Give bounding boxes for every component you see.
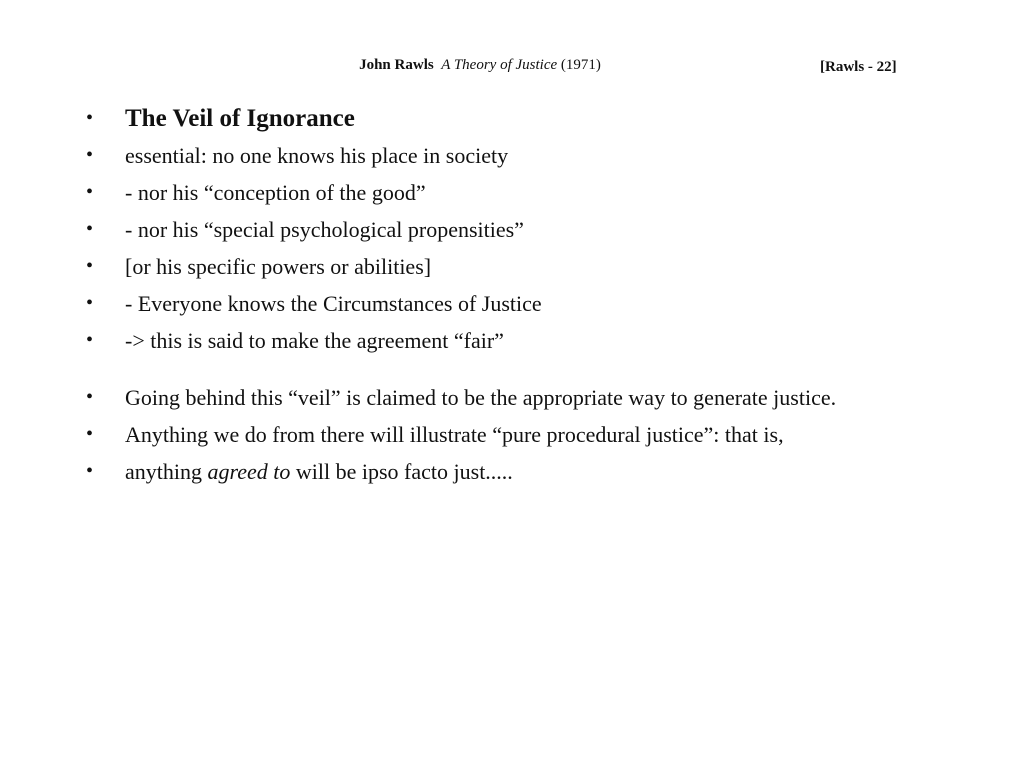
emphasized-text: agreed to: [207, 459, 291, 484]
bullet-list: [86, 104, 906, 494]
slide-reference: [Rawls - 22]: [820, 59, 897, 75]
bullet-icon: •: [86, 255, 94, 277]
bullet-item: [86, 457, 906, 486]
bullet-text: essential: no one knows his place in society: [125, 143, 509, 168]
bullet-text: - nor his “special psychological propensities”: [125, 217, 524, 242]
bullet-text: [125, 457, 906, 486]
section-heading: The Veil of Ignorance: [125, 105, 355, 132]
bullet-icon: •: [86, 460, 94, 482]
bullet-item: [86, 289, 906, 318]
bullet-item: [86, 215, 906, 244]
bullet-icon: •: [86, 218, 94, 240]
bullet-icon: •: [86, 329, 94, 351]
bullet-icon: •: [86, 423, 94, 445]
bullet-icon: •: [86, 144, 94, 166]
bullet-icon: •: [86, 386, 94, 408]
bullet-icon: •: [86, 107, 94, 129]
bullet-item: [86, 383, 906, 412]
bullet-item: [86, 420, 906, 449]
header-work-title: A Theory of Justice: [441, 57, 558, 73]
slide-header: [0, 56, 960, 74]
bullet-text: - nor his “conception of the good”: [125, 180, 426, 205]
bullet-item: [86, 326, 906, 355]
header-year: (1971): [560, 57, 601, 73]
bullet-text: [or his specific powers or abilities]: [125, 254, 432, 279]
bullet-item: [86, 104, 906, 133]
bullet-text-end: will be ipso facto just.....: [290, 459, 513, 484]
header-author: John Rawls: [359, 57, 434, 73]
bullet-icon: •: [86, 292, 94, 314]
bullet-item: [86, 252, 906, 281]
bullet-icon: •: [86, 181, 94, 203]
bullet-text: - Everyone knows the Circumstances of Justice: [125, 291, 542, 316]
bullet-text: -> this is said to make the agreement “fair”: [125, 328, 504, 353]
bullet-text-start: anything: [125, 459, 208, 484]
bullet-item: [86, 178, 906, 207]
bullet-item: [86, 141, 906, 170]
bullet-text: Anything we do from there will illustrate “pure procedural justice”: that is,: [125, 422, 784, 447]
bullet-text: Going behind this “veil” is claimed to be the appropriate way to generate justice.: [125, 385, 837, 410]
